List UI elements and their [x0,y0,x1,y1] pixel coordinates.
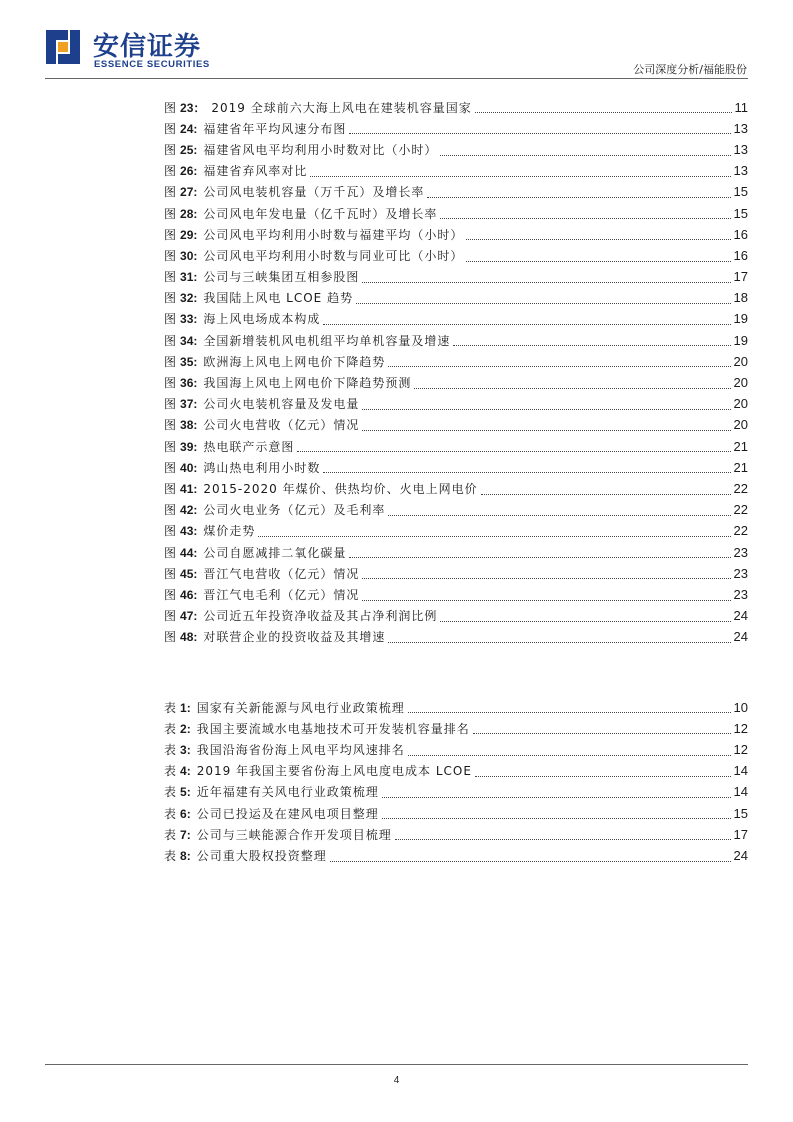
dot-leader [362,429,730,431]
entry-number [164,207,197,221]
entry-index: 27: [180,185,198,200]
entry-title: 公司火电营收（亿元）情况 [203,418,360,433]
entry-index: 28: [180,206,198,221]
entry-label: 图 [164,206,177,221]
entry-page-number: 17 [733,826,748,842]
table-entry[interactable] [164,739,748,760]
entry-index: 32: [180,291,198,306]
entry-number [164,122,197,136]
entry-number [164,461,197,475]
entry-number [164,185,197,199]
entry-index: 40: [180,460,198,475]
figure-entry[interactable] [164,309,748,330]
entry-label: 表 [164,764,177,779]
entry-page-number: 24 [733,629,748,645]
entry-page-number: 11 [734,99,748,115]
entry-title: 我国沿海省份海上风电平均风速排名 [196,742,405,757]
entry-label: 图 [164,354,177,369]
entry-number [164,567,197,581]
logo-chinese-name: 安信证券 [93,32,202,62]
entry-index: 24: [180,121,198,136]
entry-number [164,418,197,432]
figure-entry[interactable] [164,415,748,436]
entry-page-number: 10 [733,699,748,715]
dot-leader [408,711,731,713]
figure-entry[interactable] [164,161,748,182]
entry-number [164,482,197,496]
entry-index: 6: [180,806,191,821]
entry-title: 我国海上风电上网电价下降趋势预测 [203,376,412,391]
entry-label: 表 [164,848,177,863]
figure-entry[interactable] [164,118,748,139]
figure-entry[interactable] [164,97,748,118]
entry-page-number: 21 [733,459,748,475]
entry-label: 图 [164,418,177,433]
entry-title: 福建省年平均风速分布图 [203,121,347,136]
entry-title: 公司与三峡集团互相参股图 [203,270,360,285]
entry-number [164,291,197,305]
entry-label: 表 [164,827,177,842]
entry-page-number: 12 [733,741,748,757]
entry-index: 31: [180,270,198,285]
entry-label: 图 [164,481,177,496]
entry-page-number: 20 [733,417,748,433]
entry-number [164,143,197,157]
dot-leader [382,796,731,798]
entry-index: 47: [180,609,198,624]
entry-page-number: 19 [733,311,748,327]
entry-page-number: 22 [733,523,748,539]
entry-number [164,701,191,715]
entry-title: 2015-2020 年煤价、供热均价、火电上网电价 [203,481,478,496]
entry-label: 图 [164,630,177,645]
entry-page-number: 16 [733,247,748,263]
entry-label: 表 [164,700,177,715]
entry-number [164,588,197,602]
entry-number [164,376,197,390]
entry-number [164,249,197,263]
entry-title: 公司近五年投资净收益及其占净利润比例 [203,609,438,624]
entry-title: 公司与三峡能源合作开发项目梳理 [196,827,392,842]
entry-label: 图 [164,333,177,348]
figure-entry[interactable] [164,139,748,160]
figure-entry[interactable] [164,584,748,605]
entry-number [164,546,197,560]
dot-leader [427,196,730,198]
entry-number [164,609,197,623]
entry-index: 48: [180,630,198,645]
figure-entry[interactable] [164,394,748,415]
figure-entry[interactable] [164,182,748,203]
entry-index: 5: [180,785,191,800]
dot-leader [310,175,730,177]
entry-label: 图 [164,439,177,454]
footer-divider [45,1064,748,1065]
dot-leader [408,754,731,756]
dot-leader [323,323,730,325]
dot-leader [466,260,730,262]
entry-page-number: 15 [733,205,748,221]
entry-label: 图 [164,524,177,539]
entry-index: 46: [180,587,198,602]
dot-leader [323,471,730,473]
figure-entry[interactable] [164,203,748,224]
figure-entry[interactable] [164,627,748,648]
entry-index: 38: [180,418,198,433]
page-header [0,0,793,80]
figure-entry[interactable] [164,478,748,499]
table-entry[interactable] [164,845,748,866]
entry-page-number: 13 [733,120,748,136]
dot-leader [473,732,731,734]
entry-label: 图 [164,185,177,200]
figure-entry[interactable] [164,500,748,521]
entry-page-number: 21 [733,438,748,454]
entry-index: 36: [180,376,198,391]
entry-label: 图 [164,566,177,581]
entry-index: 26: [180,164,198,179]
entry-page-number: 17 [733,269,748,285]
table-list [164,697,748,867]
entry-page-number: 18 [733,290,748,306]
entry-page-number: 20 [733,375,748,391]
entry-title: 热电联产示意图 [203,439,295,454]
entry-number [164,764,191,778]
dot-leader [362,281,730,283]
entry-number [164,228,197,242]
dot-leader [395,838,731,840]
entry-title: 公司风电装机容量（万千瓦）及增长率 [203,185,425,200]
header-divider [45,78,748,79]
entry-page-number: 23 [733,586,748,602]
entry-title: 公司风电平均利用小时数与福建平均（小时） [203,227,464,242]
table-entry[interactable] [164,718,748,739]
entry-number [164,397,197,411]
entry-number [164,743,191,757]
dot-leader [388,365,730,367]
entry-page-number: 22 [733,480,748,496]
entry-index: 3: [180,742,191,757]
entry-index: 23： [180,100,206,115]
dot-leader [356,302,730,304]
entry-label: 图 [164,609,177,624]
entry-number [164,503,197,517]
entry-label: 图 [164,100,177,115]
entry-page-number: 22 [733,502,748,518]
entry-number [164,312,197,326]
entry-label: 图 [164,270,177,285]
entry-title: 公司自愿减排二氧化碳量 [203,545,347,560]
entry-title: 晋江气电毛利（亿元）情况 [203,587,360,602]
entry-index: 4: [180,764,191,779]
entry-title: 欧洲海上风电上网电价下降趋势 [203,354,386,369]
figure-list [164,97,748,648]
entry-title: 国家有关新能源与风电行业政策梳理 [196,700,405,715]
dot-leader [440,620,730,622]
entry-label: 图 [164,376,177,391]
entry-title: 公司重大股权投资整理 [196,848,327,863]
entry-page-number: 13 [733,141,748,157]
entry-number [164,630,197,644]
table-entry[interactable] [164,803,748,824]
table-entry[interactable] [164,761,748,782]
entry-label: 图 [164,460,177,475]
entry-index: 8: [180,848,191,863]
entry-title: 公司已投运及在建风电项目整理 [196,806,379,821]
figure-entry[interactable] [164,542,748,563]
figure-entry[interactable] [164,606,748,627]
dot-leader [475,111,732,113]
entry-label: 图 [164,142,177,157]
figure-entry[interactable] [164,245,748,266]
figure-entry[interactable] [164,351,748,372]
entry-page-number: 15 [733,805,748,821]
dot-leader [481,493,731,495]
entry-label: 图 [164,312,177,327]
entry-title: 公司风电平均利用小时数与同业可比（小时） [203,248,464,263]
dot-leader [388,514,730,516]
entry-label: 图 [164,164,177,179]
figure-entry[interactable] [164,224,748,245]
dot-leader [297,450,730,452]
entry-index: 35: [180,354,198,369]
entry-title: 我国陆上风电 LCOE 趋势 [203,291,354,306]
dot-leader [414,387,730,389]
entry-page-number: 16 [733,226,748,242]
entry-index: 42: [180,503,198,518]
entry-index: 2: [180,721,191,736]
entry-index: 39: [180,439,198,454]
report-type: 公司深度分析/福能股份 [633,63,747,76]
entry-label: 表 [164,742,177,757]
dot-leader [362,577,730,579]
dot-leader [466,238,730,240]
entry-page-number: 12 [733,720,748,736]
entry-number [164,807,191,821]
dot-leader [440,217,730,219]
figure-entry[interactable] [164,563,748,584]
entry-index: 37: [180,397,198,412]
entry-title: 公司火电装机容量及发电量 [203,397,360,412]
entry-title: 煤价走势 [203,524,256,539]
entry-index: 30: [180,248,198,263]
entry-label: 图 [164,291,177,306]
entry-page-number: 14 [733,763,748,779]
dot-leader [440,154,730,156]
entry-title: 公司火电业务（亿元）及毛利率 [203,503,386,518]
entry-title: 公司风电年发电量（亿千瓦时）及增长率 [203,206,438,221]
dot-leader [362,408,730,410]
entry-number [164,164,197,178]
entry-title: 对联营企业的投资收益及其增速 [203,630,386,645]
entry-label: 图 [164,248,177,263]
table-entry[interactable] [164,824,748,845]
entry-page-number: 14 [733,784,748,800]
figure-entry[interactable] [164,436,748,457]
entry-title: 晋江气电营收（亿元）情况 [203,566,360,581]
entry-index: 25: [180,142,198,157]
entry-title: 鸿山热电利用小时数 [203,460,321,475]
dot-leader [382,817,731,819]
entry-title: 2019 全球前六大海上风电在建装机容量国家 [211,100,472,115]
entry-index: 29: [180,227,198,242]
entry-number [164,101,205,115]
table-entry[interactable] [164,697,748,718]
entry-index: 33: [180,312,198,327]
company-logo-icon [44,28,82,66]
entry-title: 福建省风电平均利用小时数对比（小时） [203,142,438,157]
entry-page-number: 20 [733,353,748,369]
dot-leader [362,599,730,601]
entry-page-number: 23 [733,544,748,560]
entry-index: 34: [180,333,198,348]
entry-label: 图 [164,503,177,518]
figure-entry[interactable] [164,372,748,393]
entry-page-number: 15 [733,184,748,200]
entry-number [164,355,197,369]
dot-leader [475,775,731,777]
entry-index: 7: [180,827,191,842]
dot-leader [388,641,730,643]
figure-entry[interactable] [164,267,748,288]
entry-label: 图 [164,121,177,136]
figure-entry[interactable] [164,330,748,351]
dot-leader [453,344,730,346]
entry-page-number: 19 [733,332,748,348]
figure-entry[interactable] [164,288,748,309]
page-number: 4 [393,1075,400,1086]
dot-leader [258,535,730,537]
entry-title: 近年福建有关风电行业政策梳理 [196,785,379,800]
entry-title: 2019 年我国主要省份海上风电度电成本 LCOE [196,764,472,779]
entry-title: 福建省弃风率对比 [203,164,308,179]
entry-number [164,849,191,863]
entry-title: 全国新增装机风电机组平均单机容量及增速 [203,333,451,348]
entry-index: 1: [180,700,191,715]
entry-number [164,270,197,284]
entry-number [164,785,191,799]
entry-number [164,524,197,538]
entry-page-number: 23 [733,565,748,581]
dot-leader [349,132,730,134]
entry-label: 图 [164,397,177,412]
entry-index: 41: [180,481,198,496]
entry-label: 表 [164,785,177,800]
entry-number [164,828,191,842]
entry-page-number: 13 [733,163,748,179]
figure-entry[interactable] [164,521,748,542]
entry-index: 45: [180,566,198,581]
entry-title: 海上风电场成本构成 [203,312,321,327]
entry-page-number: 20 [733,396,748,412]
entry-title: 我国主要流域水电基地技术可开发装机容量排名 [196,721,470,736]
entry-number [164,440,197,454]
entry-number [164,334,197,348]
entry-page-number: 24 [733,608,748,624]
entry-label: 图 [164,545,177,560]
figure-entry[interactable] [164,457,748,478]
entry-index: 43: [180,524,198,539]
entry-page-number: 24 [733,847,748,863]
entry-label: 图 [164,227,177,242]
dot-leader [349,556,730,558]
logo-english-name: ESSENCE SECURITIES [94,59,210,70]
entry-number [164,722,191,736]
entry-label: 图 [164,587,177,602]
entry-index: 44: [180,545,198,560]
entry-label: 表 [164,806,177,821]
dot-leader [330,860,731,862]
table-entry[interactable] [164,782,748,803]
entry-label: 表 [164,721,177,736]
